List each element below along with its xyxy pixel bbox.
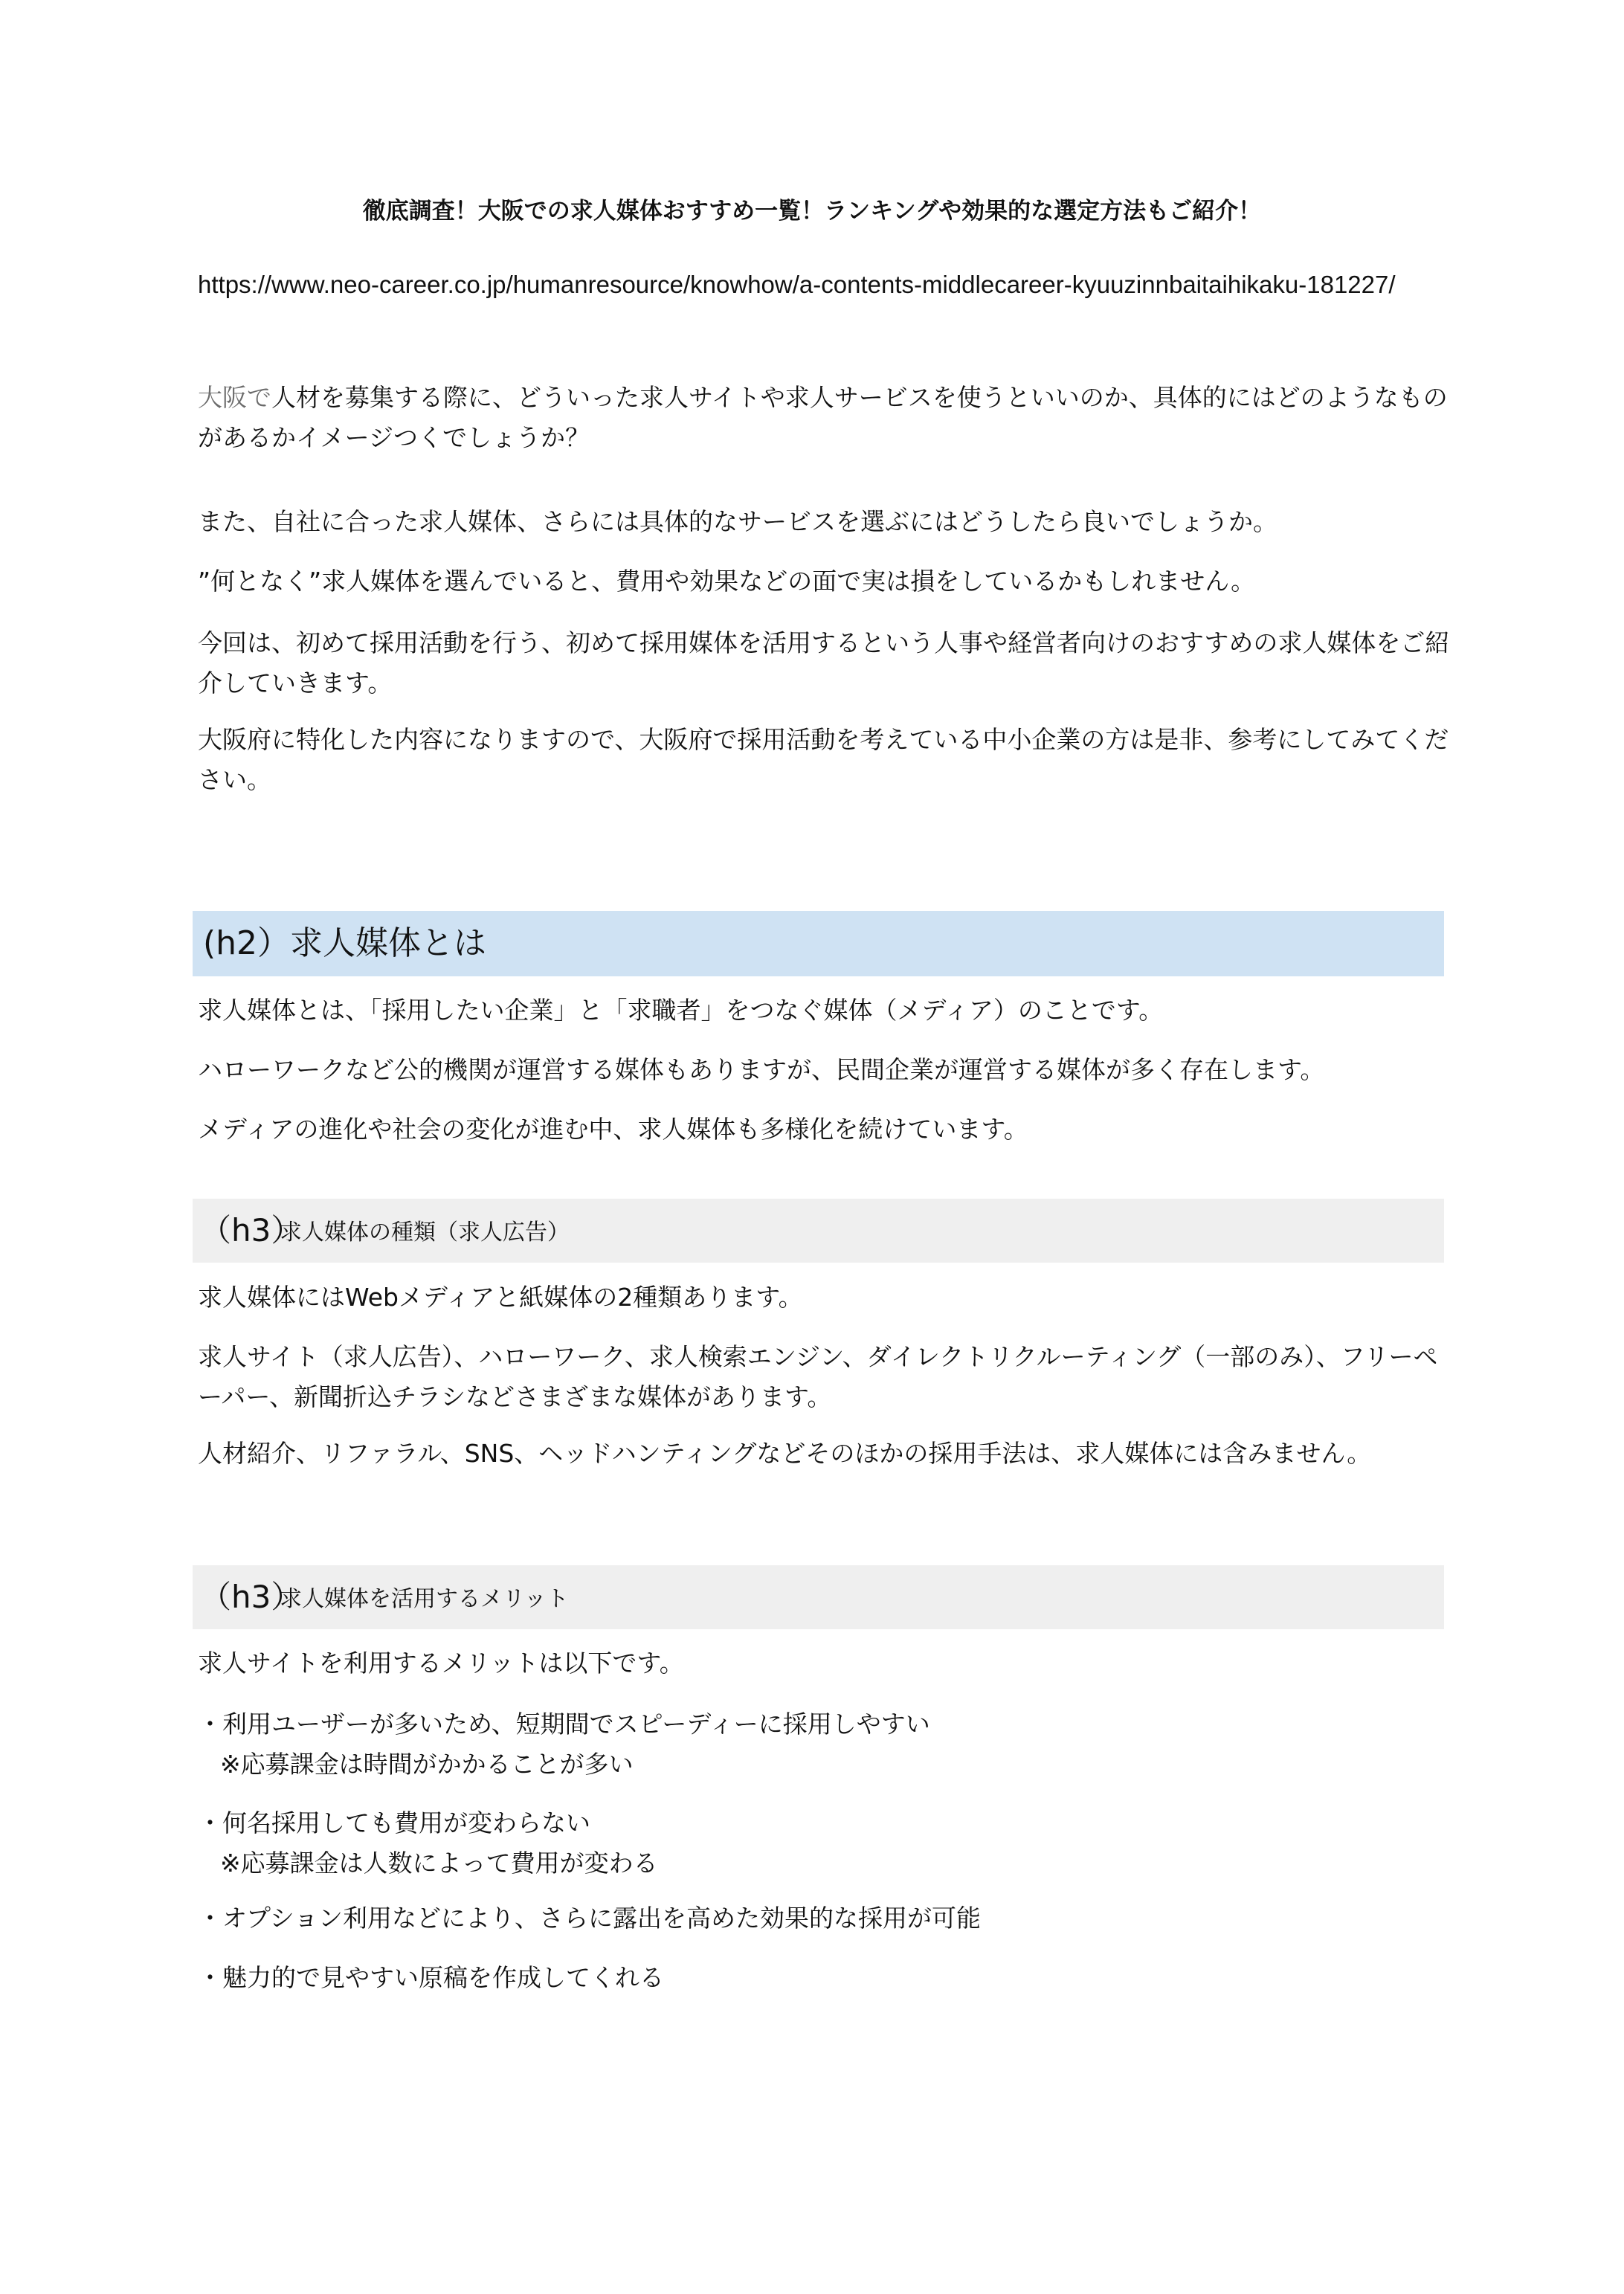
merit-list-item [198, 1803, 1454, 1884]
merit-list-item [198, 1704, 1454, 1785]
intro-paragraph-4: 今回は、初めて採用活動を行う、初めて採用媒体を活用するという人事や経営者向けのおすすめの求人媒体をご紹介していきます。 [198, 628, 1450, 697]
types-paragraph-1: 求人媒体にはWebメディアと紙媒体の2種類あります。 [198, 1283, 803, 1312]
merit-item-text: ・利用ユーザーが多いため、短期間でスピーディーに採用しやすい [198, 1710, 930, 1739]
merit-item-text: ・魅力的で見やすい原稿を作成してくれる [198, 1963, 664, 1992]
merit-item-note: ※応募課金は時間がかかることが多い [220, 1750, 634, 1779]
merit-item-note: ※応募課金は人数によって費用が変わる [220, 1849, 658, 1878]
intro-paragraph-2: また、自社に合った求人媒体、さらには具体的なサービスを選ぶにはどうしたら良いでしょうか。 [198, 507, 1277, 536]
types-paragraph-3: 人材紹介、リファラル、SNS、ヘッドハンティングなどそのほかの採用手法は、求人媒体には含みません。 [198, 1439, 1372, 1468]
source-url: https://www.neo-career.co.jp/humanresource/knowhow/a-contents-middlecareer-kyuuzinnbaitaihikaku-181227/ [198, 271, 1396, 298]
merits-paragraph-1: 求人サイトを利用するメリットは以下です。 [198, 1649, 684, 1678]
intro-highlight: 大阪で [198, 383, 271, 412]
h2-heading-text: (h2）求人媒体とは [203, 924, 487, 962]
section-heading-h3-types [193, 1199, 1444, 1263]
document-title: 徹底調査！大阪での求人媒体おすすめ一覧！ランキングや効果的な選定方法もご紹介！ [362, 198, 1262, 225]
types-paragraph-2: 求人サイト（求人広告）、ハローワーク、求人検索エンジン、ダイレクトリクルーティング（一部のみ）、フリーペーパー、新聞折込チラシなどさまざまな媒体があります。 [198, 1342, 1438, 1411]
intro-paragraph-1 [198, 378, 1454, 458]
h2-paragraph-2: ハローワークなど公的機関が運営する媒体もありますが、民間企業が運営する媒体が多く存在します。 [198, 1055, 1325, 1084]
merit-list-item [198, 1898, 1454, 1939]
intro-paragraph-3: ”何となく”求人媒体を選んでいると、費用や効果などの面で実は損をしているかもしれません。 [198, 567, 1256, 596]
intro-paragraph-1-text: 人材を募集する際に、どういった求人サイトや求人サービスを使うといいのか、具体的にはどのようなものがあるかイメージつくでしょうか？ [198, 383, 1448, 452]
merit-item-text: ・何名採用しても費用が変わらない [198, 1808, 590, 1837]
h3-tag: （h3） [200, 1212, 303, 1249]
h2-paragraph-1: 求人媒体とは、「採用したい企業」と「求職者」をつなぐ媒体（メディア）のことです。 [198, 996, 1164, 1025]
h3-tag: （h3） [200, 1579, 303, 1615]
section-heading-h2 [193, 911, 1444, 976]
h3-heading-text: 求人媒体を活用するメリット [280, 1586, 569, 1612]
h3-heading-text: 求人媒体の種類（求人広告） [280, 1220, 570, 1246]
section-heading-h3-merits [193, 1565, 1444, 1629]
merit-item-text: ・オプション利用などにより、さらに露出を高めた効果的な採用が可能 [198, 1904, 982, 1933]
merit-list-item [198, 1958, 1454, 1998]
h2-paragraph-3: メディアの進化や社会の変化が進む中、求人媒体も多様化を続けています。 [198, 1115, 1028, 1144]
intro-paragraph-5: 大阪府に特化した内容になりますので、大阪府で採用活動を考えている中小企業の方は是非、参考にしてみてください。 [198, 725, 1449, 794]
